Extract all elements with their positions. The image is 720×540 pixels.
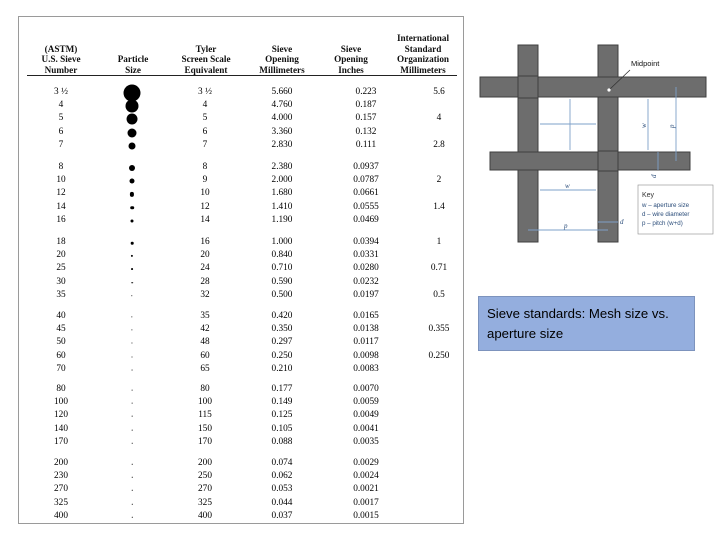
header-line: Screen Scale — [181, 54, 231, 64]
col-us-sieve: 45 — [56, 324, 66, 335]
col-opening-mm: 0.125 — [271, 410, 293, 421]
col-us-sieve: 6 — [58, 126, 64, 137]
col-tyler: 24 — [200, 263, 210, 274]
col-opening-inches: 0.0232 — [353, 276, 379, 287]
label-d: d — [650, 174, 658, 178]
col-opening-inches: 0.0035 — [353, 436, 379, 447]
header-particle-size — [105, 17, 161, 75]
particle-size-dot — [131, 242, 134, 245]
col-tyler: 100 — [198, 397, 212, 408]
col-us-sieve: 20 — [56, 250, 66, 261]
particle-size-dot — [132, 429, 133, 430]
particle-size-dot — [129, 165, 135, 171]
col-tyler: 35 — [200, 311, 210, 321]
col-tyler: 5 — [202, 113, 208, 124]
particle-size-dot — [130, 192, 134, 196]
col-opening-mm: 1.410 — [271, 201, 293, 212]
header-line: Standard — [404, 43, 442, 54]
col-opening-inches: 0.157 — [355, 113, 377, 124]
header-line: Organization — [396, 54, 450, 64]
col-opening-inches: 0.111 — [355, 139, 377, 150]
col-us-sieve: 325 — [54, 497, 68, 508]
col-us-sieve: 50 — [56, 337, 66, 348]
col-tyler: 200 — [198, 458, 212, 468]
col-us-sieve: 16 — [56, 214, 66, 225]
col-opening-mm: 1.000 — [271, 237, 293, 247]
col-us-sieve: 8 — [58, 162, 64, 172]
key-line-w: w – aperture size — [642, 202, 690, 209]
col-us-sieve: 100 — [54, 397, 68, 408]
col-tyler: 270 — [198, 484, 212, 495]
label-d-lower: d — [620, 218, 624, 226]
particle-size-dot — [132, 356, 133, 357]
sieve-table — [18, 16, 464, 524]
col-us-sieve: 230 — [54, 471, 68, 482]
col-tyler: 400 — [198, 510, 212, 521]
particle-size-dot — [130, 179, 135, 184]
col-opening-mm: 2.380 — [271, 162, 293, 172]
col-tyler: 3 ½ — [198, 87, 212, 97]
midpoint-marker — [607, 88, 610, 91]
col-opening-mm: 3.360 — [271, 126, 293, 137]
col-opening-inches: 0.0937 — [353, 162, 379, 172]
col-opening-inches: 0.0083 — [353, 363, 379, 374]
col-opening-mm: 0.500 — [271, 289, 293, 300]
col-opening-inches: 0.0117 — [353, 337, 379, 348]
col-opening-inches: 0.0165 — [353, 311, 379, 321]
header-us-sieve — [24, 17, 98, 75]
col-opening-mm: 1.190 — [271, 214, 293, 225]
col-tyler: 14 — [200, 214, 210, 225]
header-line: U.S. Sieve — [41, 54, 81, 64]
col-us-sieve: 3 ½ — [54, 87, 68, 97]
col-opening-inches: 0.0017 — [353, 497, 379, 508]
col-opening-inches: 0.0015 — [353, 510, 379, 521]
particle-size-dot — [132, 390, 133, 391]
col-tyler: 10 — [200, 188, 210, 199]
col-opening-mm: 2.830 — [271, 139, 293, 150]
particle-size-dot — [131, 295, 132, 296]
col-opening-mm: 0.420 — [271, 311, 293, 321]
col-opening-inches: 0.0029 — [353, 458, 379, 468]
col-us-sieve: 30 — [56, 276, 66, 287]
particle-size-dot — [132, 477, 133, 478]
col-tyler: 8 — [202, 162, 208, 172]
col-tyler: 325 — [198, 497, 212, 508]
col-opening-mm: 5.660 — [271, 87, 293, 97]
col-tyler: 32 — [200, 289, 210, 300]
col-us-sieve: 40 — [56, 311, 66, 321]
particle-size-dot — [132, 403, 133, 404]
col-us-sieve: 18 — [56, 237, 66, 247]
col-tyler: 65 — [200, 363, 210, 374]
col-opening-mm: 0.037 — [271, 510, 293, 521]
header-line: International — [396, 33, 450, 43]
key-line-p: p – pitch (w+d) — [642, 220, 683, 227]
table-header — [19, 17, 463, 79]
header-line: Equivalent — [184, 64, 228, 75]
col-tyler: 12 — [200, 201, 210, 212]
wire-horizontal-top — [480, 77, 706, 97]
label-p-lower: p — [564, 222, 568, 230]
col-tyler: 42 — [200, 324, 210, 335]
col-opening-mm: 0.590 — [271, 276, 293, 287]
wire-vertical-right — [598, 45, 618, 242]
col-iso: 2 — [436, 175, 442, 186]
col-opening-mm: 0.088 — [271, 436, 293, 447]
col-opening-inches: 0.0555 — [353, 201, 379, 212]
col-us-sieve: 80 — [56, 384, 66, 394]
col-opening-inches: 0.187 — [355, 100, 377, 111]
wire-crossing — [598, 151, 618, 171]
particle-size-dot — [132, 416, 133, 417]
col-us-sieve: 7 — [58, 139, 64, 150]
col-tyler: 28 — [200, 276, 210, 287]
header-iso — [385, 17, 461, 75]
col-opening-mm: 0.350 — [271, 324, 293, 335]
header-line: Particle — [117, 54, 149, 64]
col-opening-inches: 0.0041 — [353, 423, 379, 434]
particle-size-dot — [127, 114, 138, 125]
header-line: Inches — [338, 64, 364, 75]
col-opening-inches: 0.0070 — [353, 384, 379, 394]
label-w: w — [640, 123, 648, 128]
col-us-sieve: 5 — [58, 113, 64, 124]
particle-size-dot — [128, 128, 137, 137]
col-tyler: 16 — [200, 237, 210, 247]
header-line: Opening — [334, 54, 368, 64]
col-opening-mm: 4.000 — [271, 113, 293, 124]
col-tyler: 6 — [202, 126, 208, 137]
col-opening-inches: 0.0331 — [353, 250, 379, 261]
header-line: Millimeters — [259, 64, 305, 75]
col-opening-mm: 0.062 — [271, 471, 293, 482]
col-opening-mm: 0.297 — [271, 337, 293, 348]
midpoint-label: Midpoint — [631, 59, 660, 68]
col-opening-inches: 0.0098 — [353, 350, 379, 361]
particle-size-dot — [130, 206, 134, 210]
col-opening-mm: 0.074 — [271, 458, 293, 468]
col-opening-mm: 0.177 — [271, 384, 293, 394]
col-opening-mm: 0.840 — [271, 250, 293, 261]
col-opening-mm: 0.044 — [271, 497, 293, 508]
col-tyler: 4 — [202, 100, 208, 111]
col-tyler: 115 — [198, 410, 212, 421]
header-opening-mm — [247, 17, 317, 75]
col-us-sieve: 140 — [54, 423, 68, 434]
particle-size-dot — [131, 268, 133, 270]
col-opening-mm: 2.000 — [271, 175, 293, 186]
particle-size-dot — [131, 330, 132, 331]
col-us-sieve: 10 — [56, 175, 66, 186]
particle-size-dot — [129, 142, 136, 149]
col-us-sieve: 400 — [54, 510, 68, 521]
col-us-sieve: 4 — [58, 100, 64, 111]
particle-size-dot — [131, 282, 133, 284]
col-tyler: 250 — [198, 471, 212, 482]
col-opening-inches: 0.223 — [355, 87, 377, 97]
col-iso: 4 — [436, 113, 442, 124]
col-us-sieve: 120 — [54, 410, 68, 421]
wire-crossing — [518, 76, 538, 98]
header-line: Tyler — [195, 43, 217, 54]
particle-size-dot — [126, 100, 139, 113]
particle-size-dot — [132, 490, 133, 491]
col-us-sieve: 35 — [56, 289, 66, 300]
particle-size-dot — [132, 443, 133, 444]
col-opening-inches: 0.0197 — [353, 289, 379, 300]
col-us-sieve: 70 — [56, 363, 66, 374]
col-tyler: 80 — [200, 384, 210, 394]
particle-size-dot — [132, 369, 133, 370]
col-opening-inches: 0.0021 — [353, 484, 379, 495]
col-tyler: 20 — [200, 250, 210, 261]
key-line-d: d – wire diameter — [642, 211, 690, 218]
col-tyler: 48 — [200, 337, 210, 348]
col-us-sieve: 200 — [54, 458, 68, 468]
col-us-sieve: 170 — [54, 436, 68, 447]
wire-horizontal-bottom — [490, 152, 690, 170]
particle-size-dot — [131, 316, 132, 317]
col-iso: 0.250 — [428, 350, 450, 361]
header-line: Opening — [265, 54, 299, 64]
col-opening-inches: 0.0280 — [353, 263, 379, 274]
col-iso: 1 — [436, 237, 442, 247]
col-opening-inches: 0.0661 — [353, 188, 379, 199]
col-tyler: 7 — [202, 139, 208, 150]
col-opening-inches: 0.0049 — [353, 410, 379, 421]
header-line: (ASTM) — [44, 43, 78, 54]
col-opening-mm: 0.149 — [271, 397, 293, 408]
col-opening-mm: 0.105 — [271, 423, 293, 434]
header-tyler — [169, 17, 243, 75]
col-opening-mm: 0.250 — [271, 350, 293, 361]
col-opening-inches: 0.0394 — [353, 237, 379, 247]
col-iso: 0.71 — [430, 263, 448, 274]
col-iso: 0.5 — [433, 289, 445, 300]
col-tyler: 170 — [198, 436, 212, 447]
col-iso: 5.6 — [433, 87, 445, 97]
col-iso: 2.8 — [433, 139, 445, 150]
header-line: Size — [125, 64, 141, 75]
col-us-sieve: 25 — [56, 263, 66, 274]
header-opening-inches — [319, 17, 383, 75]
header-line: Sieve — [340, 43, 362, 54]
col-tyler: 150 — [198, 423, 212, 434]
key-title: Key — [642, 192, 655, 199]
col-us-sieve: 14 — [56, 201, 66, 212]
particle-size-dot — [131, 343, 132, 344]
col-us-sieve: 270 — [54, 484, 68, 495]
header-line: Sieve — [271, 43, 293, 54]
col-iso: 1.4 — [433, 201, 445, 212]
mesh-diagram — [478, 40, 718, 250]
col-opening-mm: 0.053 — [271, 484, 293, 495]
particle-size-dot — [131, 255, 133, 257]
col-opening-inches: 0.0024 — [353, 471, 379, 482]
col-tyler: 9 — [202, 175, 208, 186]
header-rule — [27, 75, 457, 76]
label-w-lower: w — [565, 182, 570, 190]
col-opening-inches: 0.0787 — [353, 175, 379, 186]
col-opening-inches: 0.132 — [355, 126, 377, 137]
col-opening-inches: 0.0138 — [353, 324, 379, 335]
particle-size-dot — [131, 219, 134, 222]
particle-size-dot — [132, 464, 133, 465]
wire-vertical-left — [518, 45, 538, 242]
callout-text: Sieve standards: Mesh size vs. aperture size — [487, 306, 669, 341]
col-us-sieve: 60 — [56, 350, 66, 361]
col-us-sieve: 12 — [56, 188, 66, 199]
col-opening-mm: 1.680 — [271, 188, 293, 199]
col-opening-mm: 0.710 — [271, 263, 293, 274]
col-opening-mm: 4.760 — [271, 100, 293, 111]
col-opening-mm: 0.210 — [271, 363, 293, 374]
header-line: Number — [44, 64, 78, 75]
col-iso: 0.355 — [428, 324, 450, 335]
col-opening-inches: 0.0059 — [353, 397, 379, 408]
callout-box — [478, 296, 695, 351]
col-tyler: 60 — [200, 350, 210, 361]
header-line: Millimeters — [400, 64, 446, 75]
label-p: p — [668, 124, 676, 128]
col-opening-inches: 0.0469 — [353, 214, 379, 225]
